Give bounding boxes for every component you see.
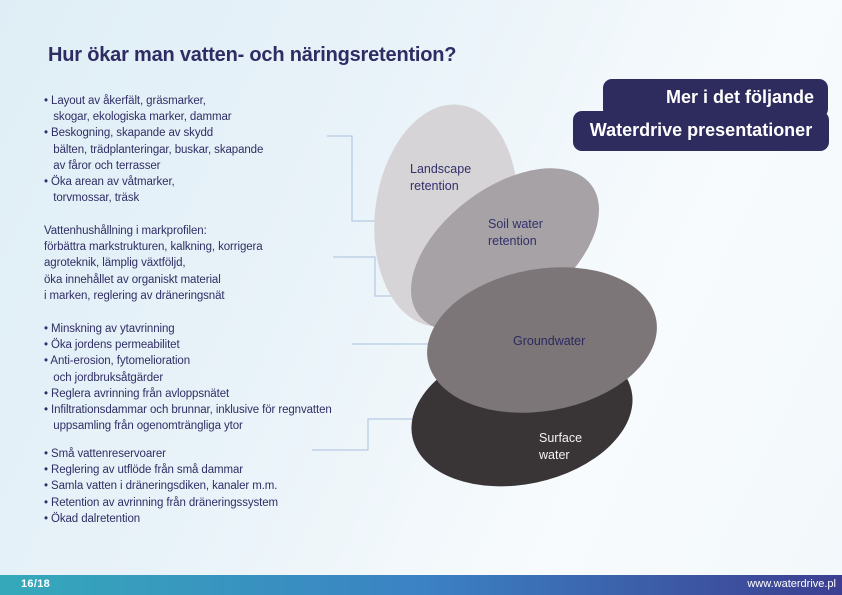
text-line: • Ökad dalretention — [44, 512, 141, 525]
text-line: förbättra markstrukturen, kalkning, korrigera — [44, 241, 263, 254]
page-number: 16/18 — [21, 578, 51, 590]
ellipse-label-groundwater: Groundwater — [513, 334, 586, 348]
callout-badge-line1: Mer i det följande — [603, 79, 828, 118]
text-line: • Infiltrationsdammar och brunnar, inklusive för regnvatten — [44, 404, 332, 417]
ellipse-label-surface-water: Surface water — [539, 431, 583, 462]
text-line: skogar, ekologiska marker, dammar — [44, 111, 232, 124]
text-line: torvmossar, träsk — [44, 192, 140, 205]
text-line: • Beskogning, skapande av skydd — [44, 127, 214, 140]
slide-title: Hur ökar man vatten- och näringsretention? — [48, 44, 457, 66]
text-line: • Reglering av utflöde från små dammar — [44, 464, 244, 477]
connector-surface — [312, 419, 427, 450]
footer-url: www.waterdrive.pl — [747, 578, 836, 590]
callout-badge-line2: Waterdrive presentationer — [573, 111, 829, 151]
footer-bar — [0, 575, 842, 595]
text-line: • Samla vatten i dräneringsdiken, kanaler m.m. — [44, 480, 278, 493]
text-line: • Layout av åkerfält, gräsmarker, — [44, 95, 206, 107]
connector-landscape — [327, 136, 376, 221]
text-line: av fåror och terrasser — [44, 159, 161, 172]
text-line: • Små vattenreservoarer — [44, 448, 166, 460]
text-line: och jordbruksåtgärder — [44, 371, 164, 384]
ellipse-label-landscape: Landscape retention — [410, 162, 472, 193]
text-line: • Reglera avrinning från avloppsnätet — [44, 387, 230, 400]
text-line: • Minskning av ytavrinning — [44, 323, 175, 335]
text-line: agroteknik, lämplig växtföljd, — [44, 257, 186, 270]
text-line: Vattenhushållning i markprofilen: — [44, 225, 207, 237]
text-line: uppsamling från ogenomträngliga ytor — [44, 420, 243, 433]
text-line: • Öka arean av våtmarker, — [44, 176, 175, 189]
text-line: • Retention av avrinning från dräneringssystem — [44, 496, 279, 509]
text-line: • Anti-erosion, fytomelioration — [44, 355, 191, 368]
text-line: i marken, reglering av dräneringsnät — [44, 289, 225, 302]
text-line: bälten, trädplanteringar, buskar, skapande — [44, 143, 264, 156]
ellipse-label-soil-water: Soil water retention — [488, 217, 543, 248]
text-line: öka innehållet av organiskt material — [44, 273, 221, 286]
text-line: • Öka jordens permeabilitet — [44, 339, 180, 352]
